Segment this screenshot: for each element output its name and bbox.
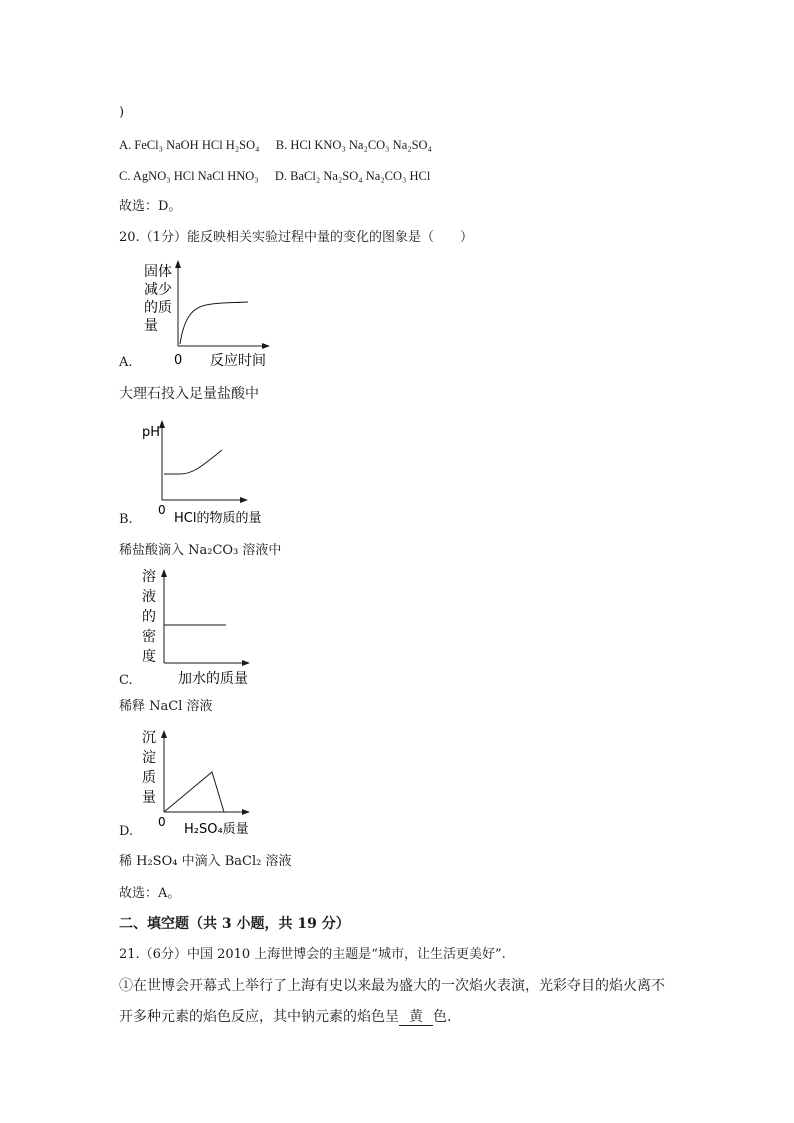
q20-stem: 20.（1分）能反映相关实验过程中量的变化的图象是（ ） bbox=[119, 230, 473, 245]
graph-d-ylabel-2: 淀 bbox=[142, 750, 156, 766]
graph-d-triangle bbox=[164, 772, 224, 812]
q19-option-b-label: B. bbox=[275, 138, 288, 152]
graph-a-origin: 0 bbox=[174, 353, 183, 368]
q19-options-row-2 bbox=[119, 167, 430, 185]
graph-a-ylabel-4: 量 bbox=[144, 318, 158, 334]
graph-b-y-arrow bbox=[159, 420, 165, 428]
graph-d-origin: 0 bbox=[158, 815, 166, 829]
q20-option-d-label: D. bbox=[119, 824, 134, 839]
section-2-heading: 二、填空题（共 3 小题，共 19 分） bbox=[119, 916, 350, 932]
q19-option-d-label: D. bbox=[274, 169, 288, 183]
q19-option-a-label: A. bbox=[119, 138, 132, 152]
graph-d-y-arrow bbox=[161, 730, 167, 738]
graph-b-ylabel: pH bbox=[142, 425, 161, 440]
q19-option-c-text: AgNO₃ HCl NaCl HNO₃ bbox=[132, 169, 259, 183]
q20-option-a-caption: 大理石投入足量盐酸中 bbox=[119, 386, 259, 402]
q19-option-d-text: BaCl₂ Na₂SO₄ Na₂CO₃ HCl bbox=[290, 169, 431, 183]
q20-option-d-graph bbox=[140, 724, 270, 844]
q20-option-c-label: C. bbox=[119, 673, 133, 688]
q20-option-b-graph bbox=[140, 418, 280, 532]
q20-option-a-graph bbox=[140, 258, 280, 374]
graph-c-y-arrow bbox=[161, 569, 167, 577]
graph-c-ylabel-1: 溶 bbox=[142, 569, 156, 585]
q21-part1-line2 bbox=[119, 1008, 451, 1026]
graph-c-ylabel-4: 密 bbox=[142, 629, 156, 645]
graph-a-curve bbox=[180, 302, 248, 344]
q19-option-a-text: FeCl₃ NaOH HCl H₂SO₄ bbox=[134, 138, 260, 152]
q20-option-b-chart bbox=[140, 418, 280, 528]
graph-a-y-arrow bbox=[175, 260, 181, 268]
graph-d-ylabel-4: 量 bbox=[142, 790, 156, 806]
q19-options-row-1 bbox=[119, 136, 432, 154]
q20-option-d-chart bbox=[140, 724, 270, 840]
q20-option-c-chart bbox=[140, 563, 270, 691]
graph-c-ylabel-5: 度 bbox=[142, 649, 156, 665]
graph-d-ylabel-3: 质 bbox=[142, 770, 156, 786]
graph-b-curve bbox=[164, 450, 222, 474]
graph-c-ylabel-3: 的 bbox=[142, 609, 156, 625]
q19-option-c-label: C. bbox=[119, 169, 131, 183]
q20-answer: 故选：A。 bbox=[119, 886, 181, 901]
q21-part1-line1: ①在世博会开幕式上举行了上海有史以来最为盛大的一次焰火表演，光彩夺目的焰火离不 bbox=[119, 978, 665, 994]
q20-option-b-caption: 稀盐酸滴入 Na₂CO₃ 溶液中 bbox=[119, 543, 282, 558]
graph-b-origin: 0 bbox=[158, 503, 166, 517]
graph-d-ylabel-1: 沉 bbox=[142, 730, 156, 746]
q20-option-b-label: B. bbox=[119, 512, 133, 527]
q21-part1-line2-pre: 开多种元素的焰色反应，其中钠元素的焰色呈 bbox=[119, 1009, 399, 1025]
graph-a-ylabel-1: 固体 bbox=[144, 264, 172, 280]
q21-part1-line2-post: 色. bbox=[433, 1009, 452, 1025]
q20-option-c-caption: 稀释 NaCl 溶液 bbox=[119, 699, 213, 714]
graph-a-ylabel-2: 减少 bbox=[144, 282, 172, 298]
q20-option-d-caption: 稀 H₂SO₄ 中滴入 BaCl₂ 溶液 bbox=[119, 854, 292, 869]
graph-c-ylabel-2: 液 bbox=[142, 589, 156, 605]
graph-c-x-arrow bbox=[242, 660, 250, 666]
q20-option-a-chart bbox=[140, 258, 280, 370]
graph-d-xlabel: H₂SO₄质量 bbox=[184, 822, 249, 837]
q19-answer: 故选：D。 bbox=[119, 199, 182, 214]
graph-a-x-arrow bbox=[262, 343, 270, 349]
graph-b-xlabel: HCl的物质的量 bbox=[174, 511, 262, 526]
q20-option-c-graph bbox=[140, 563, 270, 695]
q19-option-b-text: HCl KNO₃ Na₂CO₃ Na₂SO₄ bbox=[290, 138, 432, 152]
graph-a-xlabel: 反应时间 bbox=[210, 353, 266, 369]
graph-a-ylabel-3: 的质 bbox=[144, 300, 172, 316]
graph-d-x-arrow bbox=[242, 809, 250, 815]
q21-answer-blank: 黄 bbox=[399, 1009, 433, 1026]
graph-c-xlabel: 加水的质量 bbox=[178, 671, 248, 687]
q20-option-a-label: A. bbox=[119, 355, 133, 370]
q19-closing-paren: ) bbox=[119, 105, 125, 120]
q21-stem: 21.（6分）中国 2010 上海世博会的主题是“城市，让生活更美好”. bbox=[119, 947, 506, 962]
graph-b-x-arrow bbox=[240, 497, 248, 503]
